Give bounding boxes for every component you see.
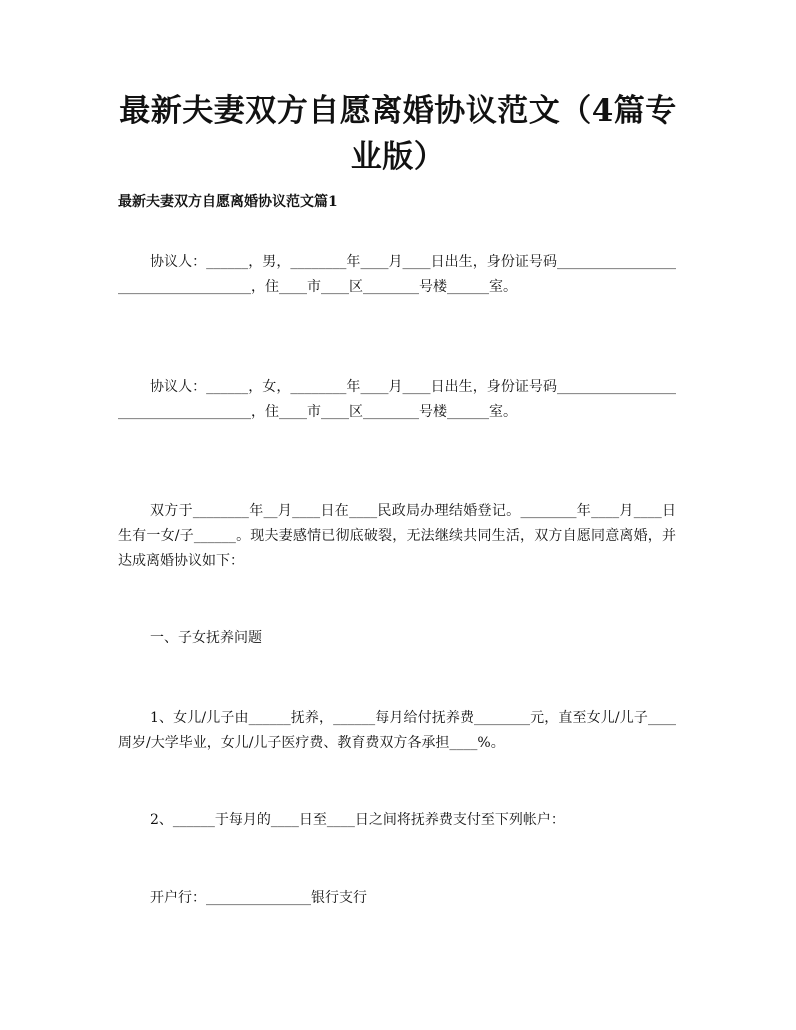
bank-account-line: 开户行：_______________银行支行	[150, 890, 367, 906]
clause-1-paragraph: 1、女儿/儿子由______抚养，______每月给付抚养费________元，直至女儿/儿子____周岁/大学毕业，女儿/儿子医疗费、教育费双方各承担____%。	[118, 710, 676, 751]
party-female-paragraph: 协议人：______，女，________年____月____日出生，身份证号码____________________________________，住____市____区________号楼______室。	[118, 379, 676, 420]
party-male-paragraph: 协议人：______，男，________年____月____日出生，身份证号码____________________________________，住____市____区________号楼______室。	[118, 254, 676, 295]
marriage-info-paragraph: 双方于________年__月____日在____民政局办理结婚登记。________年____月____日生有一女/子______。现夫妻感情已彻底破裂，无法继续共同生活，双方自愿同意离婚，并达成离婚协议如下：	[118, 503, 676, 569]
clause-2-paragraph: 2、______于每月的____日至____日之间将抚养费支付至下列帐户：	[150, 812, 565, 828]
section-heading: 最新夫妻双方自愿离婚协议范文篇1	[118, 194, 338, 210]
document-title: 最新夫妻双方自愿离婚协议范文（4篇专业版）	[119, 93, 677, 175]
clause-heading-child-support: 一、子女抚养问题	[150, 630, 262, 646]
